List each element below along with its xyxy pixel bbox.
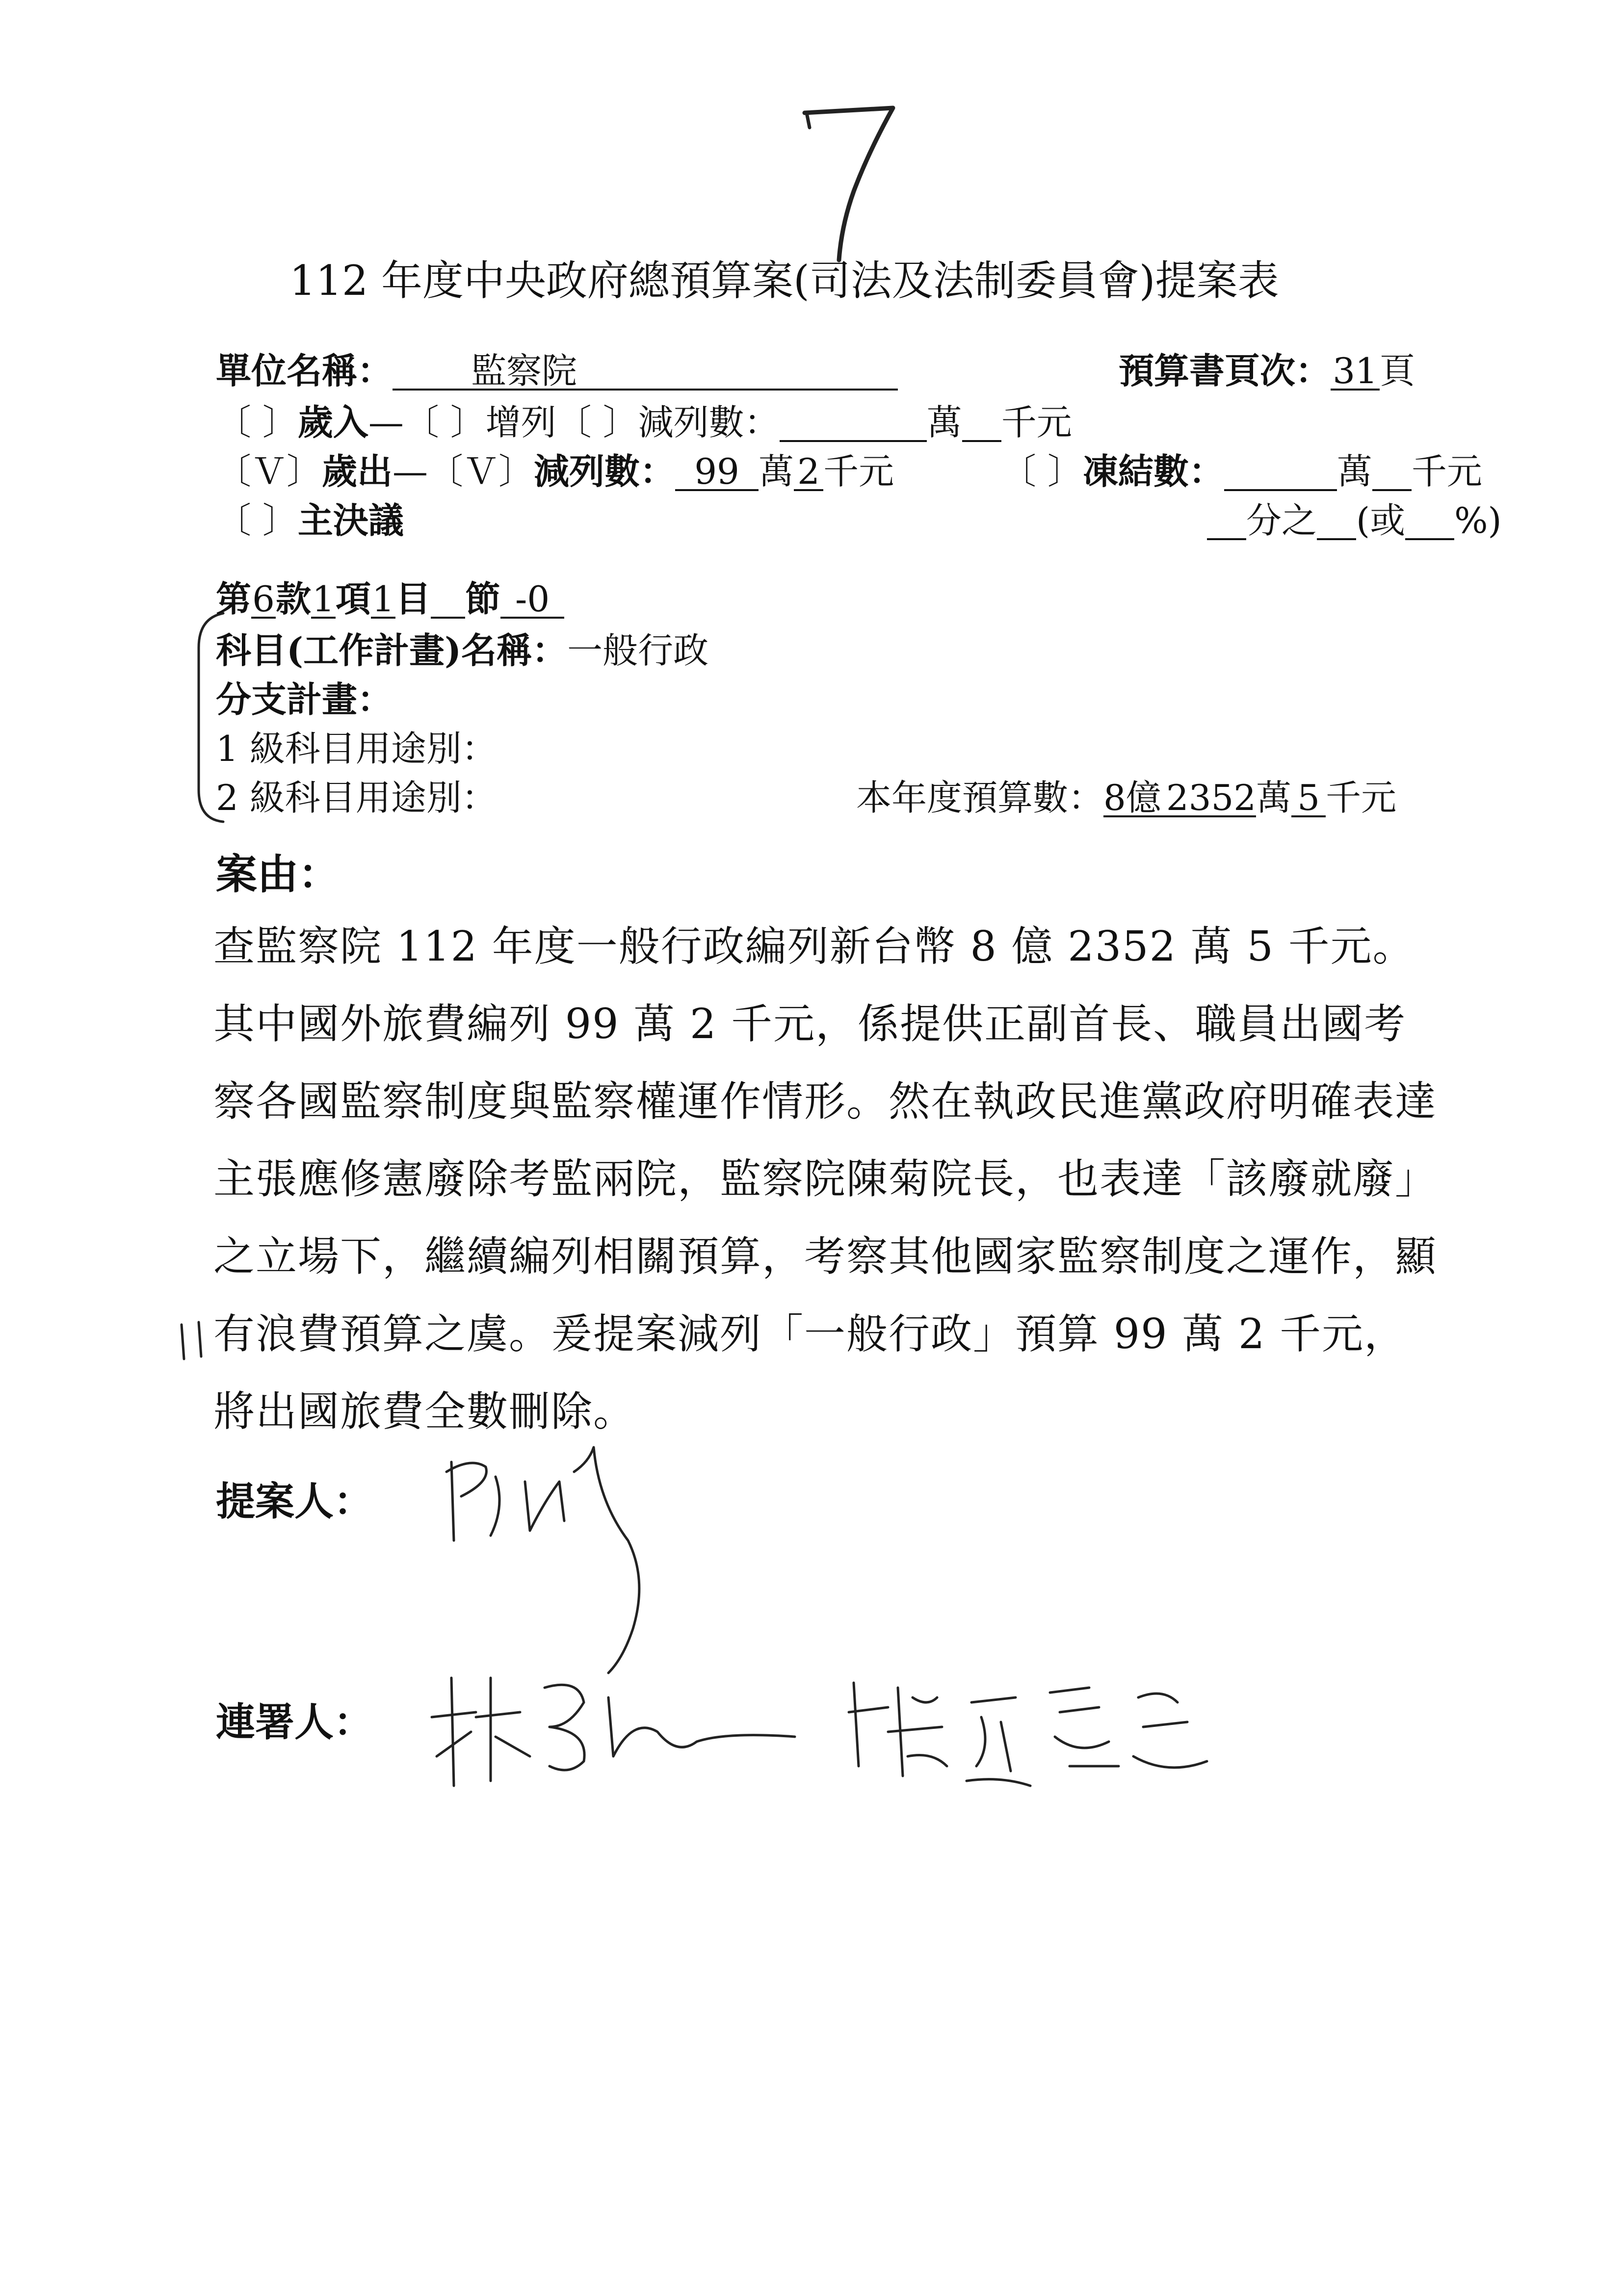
revenue-increase: 〔 〕增列 [403, 402, 556, 443]
revenue-row [216, 401, 1072, 443]
expenditure-decrease-checkbox: 〔Ｖ〕 [428, 451, 534, 492]
fraction-denominator-blank [1207, 503, 1246, 540]
expenditure-amount-wan: 99 [675, 454, 759, 491]
section-kuan: 6 [251, 581, 276, 619]
reason-text: 查監察院 112 年度一般行政編列新台幣 8 億 2352 萬 5 千元。其中國外旅費編列 99 萬 2 千元，係提供正副首長、職員出國考察各國監察制度與監察權運作情形。然在執政民進黨政府明確表達主張應修憲廢除考監兩院，監察院陳菊院長，也表達「該廢就廢」之立場下，繼續編列相關預算，考察其他國家監察制度之運作，顯有浪費預算之虞。爰提案減列「一般行政」預算 99 萬 2 千元，將出國旅費全數刪除。 [213, 922, 1438, 1435]
proposer-signature [432, 1442, 687, 1688]
expenditure-qian-label: 千元 [823, 451, 894, 492]
revenue-label: 歲入 [297, 401, 368, 443]
frozen-checkbox: 〔 〕 [1001, 451, 1083, 492]
reason-label: 案由： [216, 850, 340, 898]
expenditure-dash: — [393, 451, 428, 492]
section-xiang-label: 項 [336, 578, 371, 620]
frozen-wan-label: 萬 [1336, 451, 1372, 492]
section-jie-blank [431, 581, 465, 619]
frozen-row [1001, 450, 1482, 492]
section-jie-value: -0 [500, 581, 564, 619]
main-resolution-label: 主決議 [297, 499, 404, 541]
unit-value: 監察院 [393, 353, 898, 391]
page-ref-row [1119, 350, 1415, 391]
subject-label: 科目(工作計畫)名稱： [216, 629, 568, 671]
page-ref-label: 預算書頁次： [1119, 350, 1331, 391]
branch-plan-label: 分支計畫： [216, 678, 393, 720]
expenditure-row [216, 450, 894, 492]
section-jie-label: 節 [465, 578, 501, 620]
page-ref-value: 31 [1331, 353, 1380, 391]
unit-row [216, 350, 898, 391]
section-di: 第 [216, 578, 252, 620]
main-resolution-checkbox: 〔 〕 [216, 500, 298, 541]
frozen-wan-blank [1224, 454, 1337, 491]
level2-label: 2 級科目用途別： [216, 777, 497, 818]
page-ref-suffix: 頁 [1380, 350, 1415, 391]
form-title: 112 年度中央政府總預算案(司法及法制委員會)提案表 [289, 257, 1279, 305]
budget-yi-label: 億 [1126, 777, 1161, 818]
percent-blank [1405, 503, 1454, 540]
handwritten-seven-mark [795, 93, 913, 270]
revenue-checkbox: 〔 〕 [216, 402, 298, 443]
frozen-qian-blank [1372, 454, 1412, 491]
budget-qian-label: 千元 [1326, 777, 1397, 818]
handwritten-mark [174, 1320, 213, 1369]
budget-wan: 2352 [1161, 780, 1256, 817]
or-label: (或 [1356, 500, 1406, 541]
section-kuan-label: 款 [276, 578, 312, 620]
level1-label: 1 級科目用途別： [216, 728, 497, 769]
subject-row [216, 629, 709, 671]
budget-label: 本年度預算數： [856, 777, 1104, 818]
fraction-numerator-blank [1317, 503, 1356, 540]
expenditure-decrease-label: 減列數： [534, 450, 676, 492]
revenue-qian-label: 千元 [1001, 402, 1072, 443]
revenue-wan-label: 萬 [926, 402, 962, 443]
revenue-qian-blank [962, 405, 1001, 442]
budget-wan-label: 萬 [1256, 777, 1292, 818]
section-row [216, 578, 564, 620]
percent-label: %) [1454, 500, 1502, 541]
budget-yi: 8 [1103, 777, 1126, 818]
expenditure-checkbox: 〔Ｖ〕 [216, 451, 322, 492]
fraction-label: 分之 [1246, 500, 1317, 541]
frozen-qian-label: 千元 [1411, 451, 1482, 492]
section-xiang: 1 [311, 581, 336, 619]
subject-value: 一般行政 [567, 630, 709, 671]
cosigner-signature-2 [844, 1668, 1217, 1825]
expenditure-amount-qian: 2 [794, 454, 823, 491]
cosigner-signature-1 [422, 1658, 814, 1845]
budget-qian: 5 [1291, 780, 1326, 817]
revenue-decrease: 〔 〕減列數： [556, 402, 780, 443]
proposer-label: 提案人： [216, 1478, 373, 1524]
main-resolution-row [216, 499, 404, 541]
revenue-dash: — [368, 402, 404, 443]
section-mu-label: 目 [395, 578, 431, 620]
cosigner-label: 連署人： [216, 1699, 373, 1745]
revenue-wan-blank [780, 405, 927, 442]
frozen-label: 凍結數： [1082, 450, 1224, 492]
section-mu: 1 [371, 581, 395, 619]
expenditure-label: 歲出 [322, 450, 393, 492]
unit-label: 單位名稱： [216, 350, 393, 391]
expenditure-wan-label: 萬 [759, 451, 794, 492]
budget-row [856, 777, 1397, 818]
main-resolution-fraction [1207, 500, 1502, 541]
